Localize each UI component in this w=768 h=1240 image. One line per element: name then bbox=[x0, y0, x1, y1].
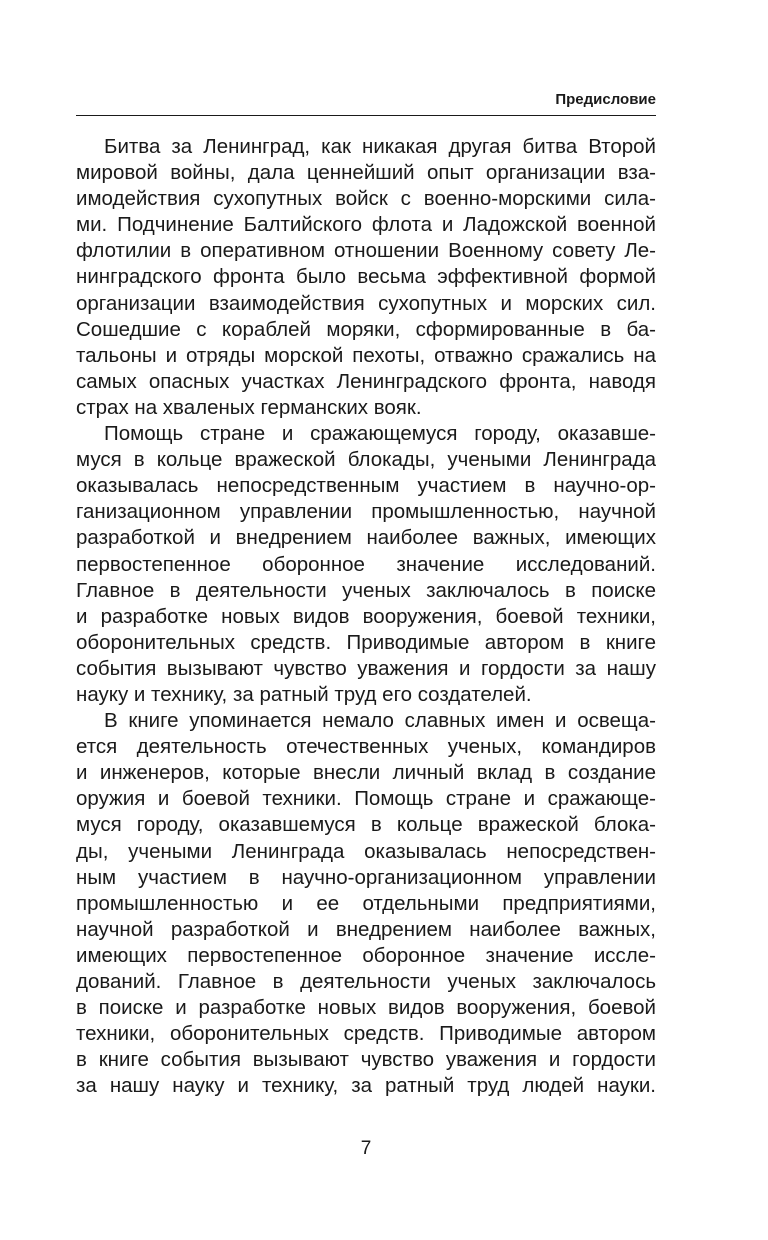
text-line: в поиске и разработке новых видов вооружения, боевой bbox=[76, 996, 656, 1020]
text-line: флотилии в оперативном отношении Военному совету Ле- bbox=[76, 239, 656, 263]
text-line: разработкой и внедрением наиболее важных, имеющих bbox=[76, 526, 656, 550]
text-line: ется деятельность отечественных ученых, командиров bbox=[76, 735, 656, 759]
text-line: Битва за Ленинград, как никакая другая битва Второй bbox=[104, 135, 656, 158]
text-line: за нашу науку и технику, за ратный труд людей науки. bbox=[76, 1074, 656, 1098]
text-line: техники, оборонительных средств. Приводимые автором bbox=[76, 1022, 656, 1046]
body-text bbox=[76, 134, 656, 1099]
text-line: имодействия сухопутных войск с военно-морскими сила- bbox=[76, 187, 656, 211]
text-line: нинградского фронта было весьма эффективной формой bbox=[76, 265, 656, 289]
paragraph-3 bbox=[76, 708, 656, 1099]
text-line: промышленностью и ее отдельными предприятиями, bbox=[76, 891, 656, 915]
text-line: ным участием в научно-организационном управлении bbox=[76, 865, 656, 889]
text-line: организации взаимодействия сухопутных и морских сил. bbox=[76, 291, 656, 315]
text-line: страх на хваленых германских вояк. bbox=[76, 395, 422, 419]
text-line: ми. Подчинение Балтийского флота и Ладожской военной bbox=[76, 213, 656, 237]
text-line: муся в кольце вражеской блокады, учеными Ленинграда bbox=[76, 448, 656, 472]
text-line: имеющих первостепенное оборонное значение иссле- bbox=[76, 943, 656, 967]
text-line: в книге события вызывают чувство уважения и гордости bbox=[76, 1048, 656, 1072]
text-line: оружия и боевой техники. Помощь стране и сражающе- bbox=[76, 787, 656, 811]
text-line: тальоны и отряды морской пехоты, отважно сражались на bbox=[76, 343, 656, 367]
text-line: первостепенное оборонное значение исследований. bbox=[76, 552, 656, 576]
text-line: мировой войны, дала ценнейший опыт организации вза- bbox=[76, 161, 656, 185]
text-line: муся городу, оказавшемуся в кольце вражеской блока- bbox=[76, 813, 656, 837]
text-line: оказывалась непосредственным участием в научно-ор- bbox=[76, 474, 656, 498]
page-number: 7 bbox=[360, 1138, 372, 1159]
text-line: дований. Главное в деятельности ученых заключалось bbox=[76, 970, 656, 993]
paragraph-1 bbox=[76, 134, 656, 421]
header-rule bbox=[76, 115, 656, 116]
text-line: ды, учеными Ленинграда оказывалась непосредствен- bbox=[76, 839, 656, 863]
text-line: самых опасных участках Ленинградского фронта, наводя bbox=[76, 369, 656, 393]
text-line: Главное в деятельности ученых заключалось в поиске bbox=[76, 578, 656, 602]
text-line: оборонительных средств. Приводимые автором в книге bbox=[76, 630, 656, 654]
text-line: ганизационном управлении промышленностью, научной bbox=[76, 500, 656, 524]
text-line: Помощь стране и сражающемуся городу, оказавше- bbox=[104, 422, 656, 446]
text-line: и разработке новых видов вооружения, боевой техники, bbox=[76, 604, 656, 628]
paragraph-2 bbox=[76, 421, 656, 708]
text-line: научной разработкой и внедрением наиболее важных, bbox=[76, 917, 656, 941]
text-line: В книге упоминается немало славных имен и освеща- bbox=[104, 709, 656, 733]
text-line: Сошедшие с кораблей моряки, сформированные в ба- bbox=[76, 317, 656, 341]
text-line: события вызывают чувство уважения и гордости за нашу bbox=[76, 656, 656, 680]
running-head: Предисловие bbox=[555, 91, 656, 108]
text-line: науку и технику, за ратный труд его создателей. bbox=[76, 682, 532, 706]
text-line: и инженеров, которые внесли личный вклад в создание bbox=[76, 761, 656, 785]
